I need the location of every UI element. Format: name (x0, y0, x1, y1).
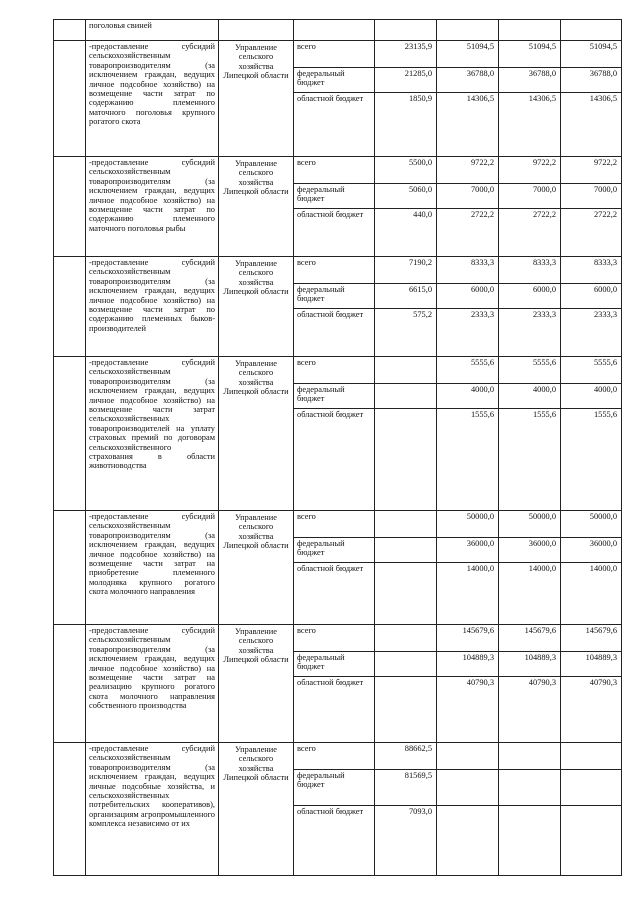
value-cell: 7000,0 (499, 184, 561, 209)
value-cell: 145679,6 (561, 625, 622, 652)
description-cell: -предоставление субсидий сельскохозяйственным товаропроизводителям (за исключением граждан, ведущих личное подсобное хозяйство) на возмещение части затрат по содержанию племенного маточного поголовья рыбы (86, 157, 219, 257)
value-cell: 40790,3 (561, 677, 622, 743)
source-cell: областной бюджет (294, 677, 375, 743)
value-cell: 40790,3 (499, 677, 561, 743)
table-row (54, 743, 622, 770)
value-cell: 2722,2 (561, 209, 622, 257)
value-cell: 14000,0 (561, 563, 622, 625)
index-cell (54, 257, 86, 357)
value-cell: 14306,5 (499, 93, 561, 157)
source-cell: областной бюджет (294, 806, 375, 876)
table-row (54, 511, 622, 538)
table-row (54, 41, 622, 68)
index-cell (54, 743, 86, 876)
table-row (54, 357, 622, 384)
value-cell (499, 806, 561, 876)
value-cell: 4000,0 (437, 384, 499, 409)
value-cell (375, 677, 437, 743)
source-cell: всего (294, 743, 375, 770)
document-page (53, 19, 621, 876)
value-cell: 7000,0 (437, 184, 499, 209)
value-cell (499, 20, 561, 41)
value-cell (437, 806, 499, 876)
value-cell: 4000,0 (561, 384, 622, 409)
value-cell (499, 770, 561, 806)
value-cell: 51094,5 (437, 41, 499, 68)
value-cell: 7093,0 (375, 806, 437, 876)
source-cell: областной бюджет (294, 563, 375, 625)
value-cell: 6615,0 (375, 284, 437, 309)
value-cell: 9722,2 (499, 157, 561, 184)
budget-table (53, 19, 622, 876)
index-cell (54, 157, 86, 257)
value-cell: 40790,3 (437, 677, 499, 743)
value-cell: 6000,0 (561, 284, 622, 309)
value-cell: 2333,3 (499, 309, 561, 357)
value-cell (437, 20, 499, 41)
value-cell: 36788,0 (437, 68, 499, 93)
executor-cell (219, 20, 294, 41)
executor-cell: Управление сельского хозяйства Липецкой области (219, 511, 294, 625)
index-cell (54, 625, 86, 743)
value-cell: 50000,0 (437, 511, 499, 538)
value-cell: 14000,0 (437, 563, 499, 625)
value-cell (375, 652, 437, 677)
value-cell: 36000,0 (437, 538, 499, 563)
table-row (54, 157, 622, 184)
value-cell: 1555,6 (561, 409, 622, 511)
source-cell: федеральный бюджет (294, 652, 375, 677)
value-cell (375, 538, 437, 563)
value-cell: 14306,5 (561, 93, 622, 157)
value-cell: 23135,9 (375, 41, 437, 68)
index-cell (54, 357, 86, 511)
source-cell: областной бюджет (294, 409, 375, 511)
value-cell: 5060,0 (375, 184, 437, 209)
value-cell (561, 770, 622, 806)
value-cell: 50000,0 (499, 511, 561, 538)
value-cell: 51094,5 (561, 41, 622, 68)
value-cell: 36000,0 (499, 538, 561, 563)
value-cell: 9722,2 (561, 157, 622, 184)
value-cell: 36788,0 (561, 68, 622, 93)
value-cell: 6000,0 (499, 284, 561, 309)
source-cell: областной бюджет (294, 309, 375, 357)
value-cell (375, 20, 437, 41)
value-cell (375, 511, 437, 538)
source-cell: федеральный бюджет (294, 770, 375, 806)
source-cell: федеральный бюджет (294, 384, 375, 409)
source-cell (294, 20, 375, 41)
source-cell: федеральный бюджет (294, 68, 375, 93)
value-cell: 2333,3 (437, 309, 499, 357)
value-cell: 7000,0 (561, 184, 622, 209)
source-cell: всего (294, 157, 375, 184)
value-cell: 5555,6 (499, 357, 561, 384)
value-cell: 7190,2 (375, 257, 437, 284)
value-cell (561, 743, 622, 770)
description-cell: поголовья свиней (86, 20, 219, 41)
value-cell: 6000,0 (437, 284, 499, 309)
executor-cell: Управление сельского хозяйства Липецкой области (219, 357, 294, 511)
value-cell: 5555,6 (561, 357, 622, 384)
value-cell: 2722,2 (499, 209, 561, 257)
value-cell (375, 357, 437, 384)
value-cell: 36788,0 (499, 68, 561, 93)
value-cell (375, 384, 437, 409)
value-cell (375, 625, 437, 652)
source-cell: всего (294, 357, 375, 384)
executor-cell: Управление сельского хозяйства Липецкой области (219, 743, 294, 876)
value-cell: 21285,0 (375, 68, 437, 93)
table-body (54, 20, 622, 876)
index-cell (54, 511, 86, 625)
source-cell: федеральный бюджет (294, 184, 375, 209)
value-cell: 4000,0 (499, 384, 561, 409)
value-cell: 5500,0 (375, 157, 437, 184)
value-cell: 575,2 (375, 309, 437, 357)
description-cell: -предоставление субсидий сельскохозяйственным товаропроизводителям (за исключением граждан, ведущих личное подсобное хозяйство) на возмещение части затрат по содержанию племенного маточного поголовья крупного рогатого скота (86, 41, 219, 157)
value-cell (375, 563, 437, 625)
value-cell: 14000,0 (499, 563, 561, 625)
value-cell: 8333,3 (437, 257, 499, 284)
value-cell: 81569,5 (375, 770, 437, 806)
value-cell: 145679,6 (437, 625, 499, 652)
value-cell: 36000,0 (561, 538, 622, 563)
description-cell: -предоставление субсидий сельскохозяйственным товаропроизводителям (за исключением граждан, ведущих личное подсобное хозяйство) на возмещение части затрат по содержанию племенных быков-производителей (86, 257, 219, 357)
executor-cell: Управление сельского хозяйства Липецкой области (219, 157, 294, 257)
value-cell: 104889,3 (499, 652, 561, 677)
description-cell: -предоставление субсидий сельскохозяйственным товаропроизводителям (за исключением граждан, ведущих личное подсобное хозяйство) на возмещение части затрат на реализацию крупного рогатого скота молочного направления собственного производства (86, 625, 219, 743)
value-cell (437, 743, 499, 770)
value-cell (499, 743, 561, 770)
value-cell: 440,0 (375, 209, 437, 257)
value-cell: 8333,3 (499, 257, 561, 284)
value-cell: 1555,6 (437, 409, 499, 511)
value-cell: 5555,6 (437, 357, 499, 384)
value-cell: 14306,5 (437, 93, 499, 157)
value-cell: 104889,3 (437, 652, 499, 677)
description-cell: -предоставление субсидий сельскохозяйственным товаропроизводителям (за исключением граждан, ведущих личное подсобное хозяйство) на возмещение части затрат сельскохозяйственных товаропроизводителей на уплату страховых премий по договорам сельскохозяйственного страхования в области животноводства (86, 357, 219, 511)
source-cell: областной бюджет (294, 209, 375, 257)
description-cell: -предоставление субсидий сельскохозяйственным товаропроизводителям (за исключением граждан, ведущих личное подсобное хозяйство) на возмещение части затрат на приобретение племенного молодняка крупного рогатого скота молочного направления (86, 511, 219, 625)
value-cell: 88662,5 (375, 743, 437, 770)
source-cell: федеральный бюджет (294, 284, 375, 309)
value-cell: 2333,3 (561, 309, 622, 357)
source-cell: всего (294, 511, 375, 538)
value-cell: 9722,2 (437, 157, 499, 184)
value-cell: 1850,9 (375, 93, 437, 157)
value-cell: 8333,3 (561, 257, 622, 284)
continuation-row (54, 20, 622, 41)
source-cell: областной бюджет (294, 93, 375, 157)
index-cell (54, 41, 86, 157)
value-cell (437, 770, 499, 806)
description-cell: -предоставление субсидий сельскохозяйственным товаропроизводителям (за исключением граждан, ведущих личные подсобные хозяйства, и сельскохозяйственных потребительских кооперативов), организациям агропромышленного комплекса независимо от их (86, 743, 219, 876)
value-cell: 104889,3 (561, 652, 622, 677)
source-cell: федеральный бюджет (294, 538, 375, 563)
executor-cell: Управление сельского хозяйства Липецкой области (219, 257, 294, 357)
value-cell: 51094,5 (499, 41, 561, 68)
value-cell (375, 409, 437, 511)
value-cell (561, 806, 622, 876)
source-cell: всего (294, 257, 375, 284)
table-row (54, 625, 622, 652)
executor-cell: Управление сельского хозяйства Липецкой области (219, 625, 294, 743)
value-cell (561, 20, 622, 41)
value-cell: 2722,2 (437, 209, 499, 257)
executor-cell: Управление сельского хозяйства Липецкой области (219, 41, 294, 157)
table-row (54, 257, 622, 284)
value-cell: 1555,6 (499, 409, 561, 511)
value-cell: 50000,0 (561, 511, 622, 538)
source-cell: всего (294, 625, 375, 652)
value-cell: 145679,6 (499, 625, 561, 652)
source-cell: всего (294, 41, 375, 68)
index-cell (54, 20, 86, 41)
